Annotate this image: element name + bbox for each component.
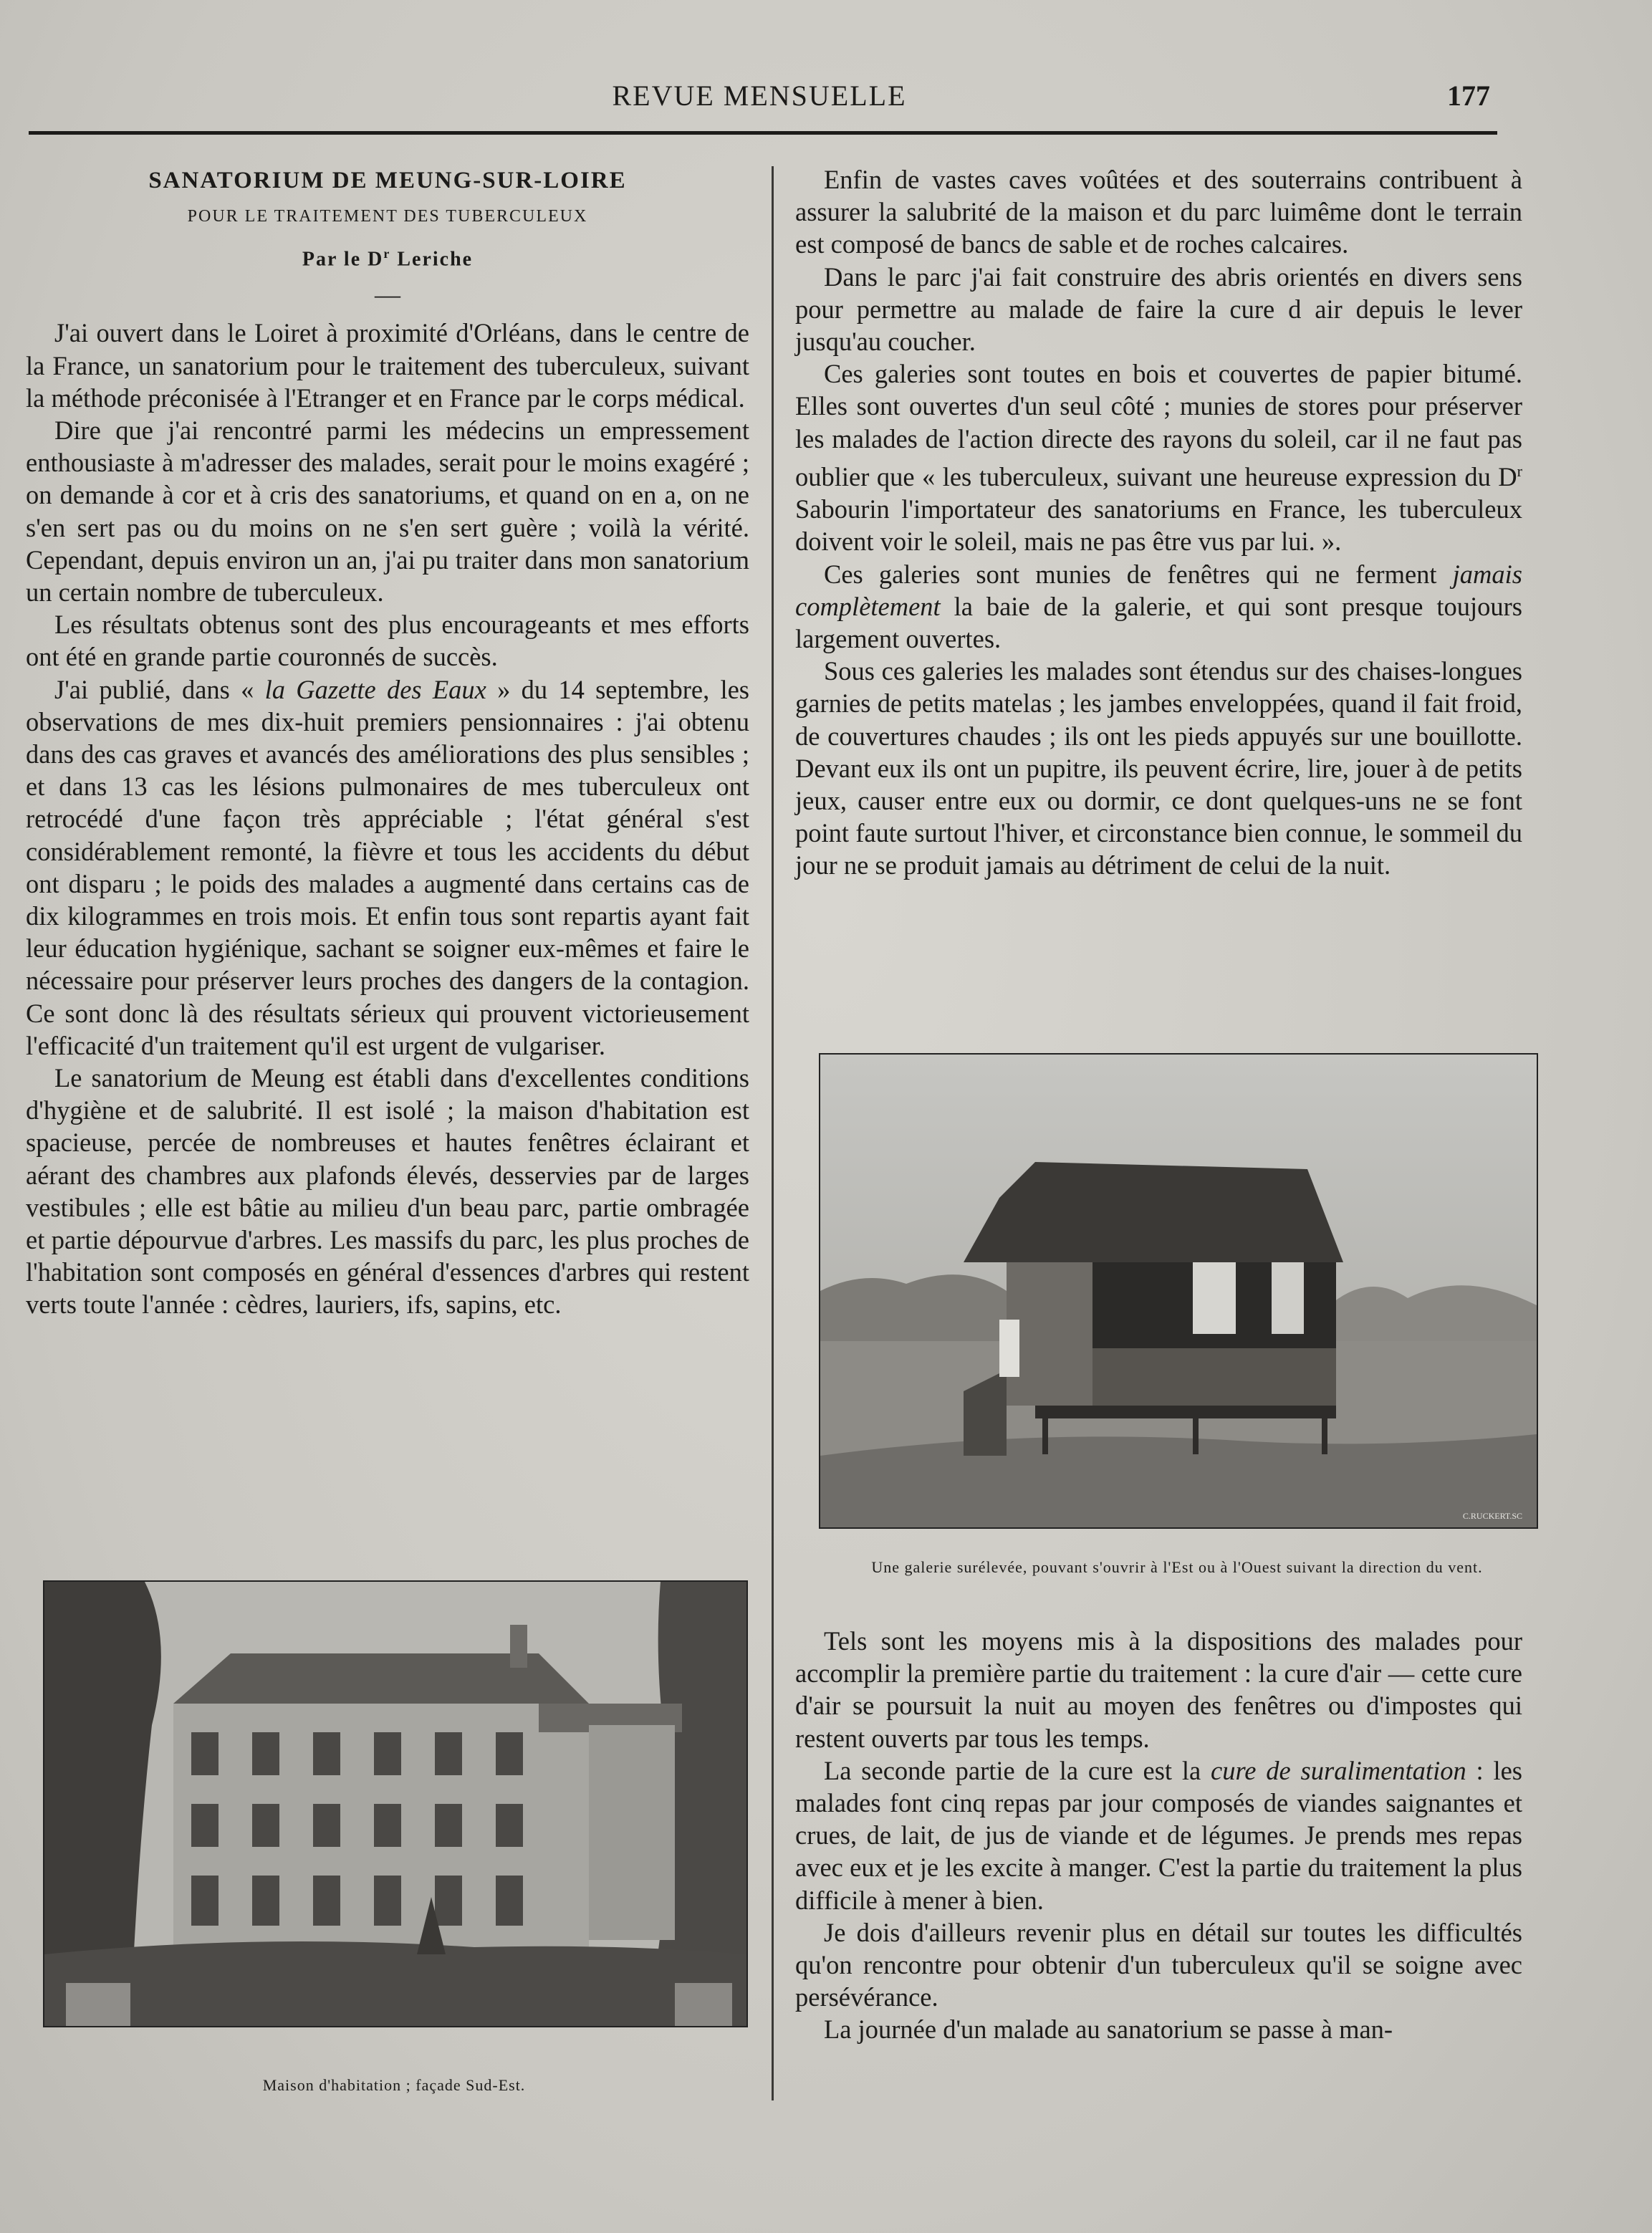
journal-title: REVUE MENSUELLE <box>612 80 907 112</box>
paragraph: J'ai ouvert dans le Loiret à proximité d'Orléans, dans le centre de la France, un sanatorium pour le traitement des tuberculeux, suivant la méthode préconisée à l'Etranger et en France par le corps médical. <box>26 318 749 413</box>
house-illustration <box>44 1582 746 2026</box>
article-title: SANATORIUM DE MEUNG-SUR-LOIRE <box>148 168 627 193</box>
paragraph: Je dois d'ailleurs revenir plus en détail sur toutes les difficultés qu'on rencontre pour obtenir d'un tuberculeux qu'il se soigne avec persévérance. <box>795 1917 1522 2012</box>
gallery-caption: Une galerie surélevée, pouvant s'ouvrir à l'Est ou à l'Ouest suivant la direction du vent. <box>871 1558 1483 1576</box>
left-column <box>26 165 749 1321</box>
paragraph: Le sanatorium de Meung est établi dans d'excellentes conditions d'hygiène et de salubrité. Il est isolé ; la maison d'habitation est spacieuse, percée de nombreuses et hautes fenêtres éclairant et aérant des chambres aux plafonds élevés, desservies par de larges vestibules ; elle est bâtie au milieu d'un beau parc, partie ombragée et partie dépourvue d'arbres. Les massifs du parc, les plus proches de l'habitation sont composés en général d'essences d'arbres qui restent verts toute l'année : cèdres, lauriers, ifs, sapins, etc. <box>26 1063 749 1320</box>
page-number: 177 <box>1447 80 1490 112</box>
text-run: : les malades font cinq repas par jour composés de viandes saignantes et crues, de lait, de jus de viande et de légumes. Je prends mes repas avec eux et je les excite à manger. C'est la partie du traitement la plus difficile à mener à bien. <box>795 1755 1522 1915</box>
byline-prefix: Par le D <box>302 248 384 271</box>
paragraph: La journée d'un malade au sanatorium se passe à man- <box>824 2014 1393 2045</box>
house-photo <box>43 1580 748 2027</box>
italic-phrase: cure de suralimentation <box>1211 1755 1466 1785</box>
text-run: la baie de la galerie, et qui sont presque toujours largement ouvertes. <box>795 591 1522 653</box>
italic-title: la Gazette des Eaux <box>264 674 486 704</box>
column-rule <box>772 166 774 2100</box>
engraver-mark: C.RUCKERT.SC <box>1462 1511 1522 1521</box>
superscript: r <box>1517 461 1522 480</box>
figure-house <box>43 1580 745 2094</box>
right-column-bottom <box>795 1625 1522 2046</box>
header-rule <box>29 131 1497 135</box>
title-separator: — <box>375 280 400 309</box>
article-subtitle: POUR LE TRAITEMENT DES TUBERCULEUX <box>187 207 588 226</box>
paragraph <box>26 673 749 1062</box>
text-run: Sabourin l'importateur des sanatoriums en France, les tuberculeux doivent voir le soleil, mais ne pas être vus par lui. ». <box>795 494 1522 557</box>
paragraph <box>795 357 1522 557</box>
italic-phrase: jamais complètement <box>795 559 1522 621</box>
paragraph <box>795 558 1522 656</box>
paragraph: Enfin de vastes caves voûtées et des souterrains contribuent à assurer la salubrité de la maison et du parc luimême dont le terrain est composé de bancs de sable et de roches calcaires. <box>795 165 1522 259</box>
text-run: » du 14 septembre, les observations de mes dix-huit premiers pensionnaires : j'ai obtenu dans des cas graves et avancés des améliorations des plus sensibles ; et dans 13 cas les lésions pulmonaires de mes tuberculeux ont retrocédé d'une façon très appréciable ; l'état général s'est considérablement remonté, la fièvre et tous les accidents du début ont disparu ; le poids des malades a augmenté dans certains cas de dix kilogrammes en trois mois. Et enfin tous sont repartis ayant fait leur éducation hygiénique, sachant se soigner eux-mêmes et faire le nécessaire pour préserver leurs proches des dangers de la contagion. Ce sont donc là des résultats sérieux qui prouvent victorieusement l'efficacité d'un traitement qu'il est urgent de vulgariser. <box>26 674 749 1060</box>
text-run: Ces galeries sont toutes en bois et couvertes de papier bitumé. Elles sont ouvertes d'un seul côté ; munies de stores pour préserver les malades de l'action directe des rayons du soleil, car il ne faut pas oublier que « les tuberculeux, suivant une heureuse expression du D <box>795 359 1522 491</box>
text-run: J'ai publié, dans « <box>54 674 265 704</box>
article-byline <box>26 239 749 274</box>
gallery-illustration <box>820 1055 1537 1527</box>
house-caption: Maison d'habitation ; façade Sud-Est. <box>262 2076 526 2094</box>
gallery-photo <box>819 1053 1538 1529</box>
byline-name: Leriche <box>390 248 474 271</box>
paragraph: Les résultats obtenus sont des plus encourageants et mes efforts ont été en grande partie couronnés de succès. <box>26 610 749 672</box>
paragraph: Tels sont les moyens mis à la dispositions des malades pour accomplir la première partie du traitement : la cure d'air — cette cure d'air se poursuit la nuit au moyen des fenêtres ou d'impostes qui restent ouverts par tous les temps. <box>795 1626 1522 1753</box>
text-run: Ces galeries sont munies de fenêtres qui ne ferment <box>824 559 1453 589</box>
paragraph: Dire que j'ai rencontré parmi les médecins un empressement enthousiaste à m'adresser des malades, serait pour le moins exagéré ; on demande à cor et à cris des sanatoriums, et quand on en a, on ne s'en sert pas ou du moins on ne s'en sert guère ; voilà la vérité. Cependant, depuis environ un an, j'ai pu traiter dans mon sanatorium un certain nombre de tuberculeux. <box>26 415 749 607</box>
byline-sup: r <box>383 246 391 261</box>
text-run: La seconde partie de la cure est la <box>824 1755 1211 1785</box>
paragraph: Dans le parc j'ai fait construire des abris orientés en divers sens pour permettre au malade de faire la cure d air depuis le lever jusqu'au coucher. <box>795 261 1522 357</box>
paragraph: Sous ces galeries les malades sont étendus sur des chaises-longues garnies de petits matelas ; les jambes enveloppées, quand il fait froid, de couvertures chaudes ; ils ont les pieds appuyés sur une bouillotte. Devant eux ils ont un pupitre, ils peuvent écrire, lire, jouer à de petits jeux, causer entre eux ou dormir, ce dont quelques-uns ne se font point faute surtout l'hiver, et circonstance bien connue, le sommeil du jour ne se produit jamais au détriment de celui de la nuit. <box>795 656 1522 880</box>
figure-gallery <box>819 1053 1542 1612</box>
right-column-top <box>795 163 1522 882</box>
running-head <box>29 79 1490 122</box>
paragraph <box>795 1754 1522 1916</box>
